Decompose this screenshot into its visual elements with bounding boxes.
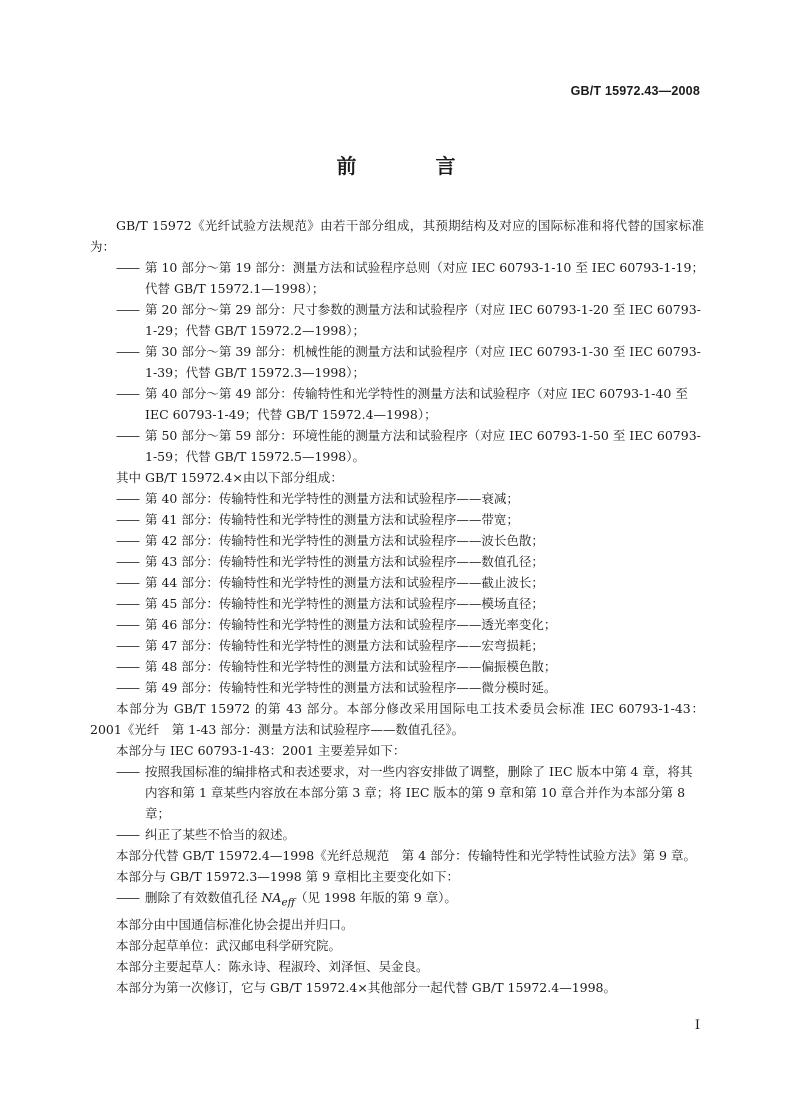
list-item: —— 第 49 部分：传输特性和光学特性的测量方法和试验程序——微分模时延。 bbox=[90, 677, 704, 698]
list-item: —— 第 41 部分：传输特性和光学特性的测量方法和试验程序——带宽； bbox=[90, 509, 704, 530]
differences-intro: 本部分与 IEC 60793-1-43：2001 主要差异如下： bbox=[116, 743, 406, 758]
adoption-paragraph: 本部分为 GB/T 15972 的第 43 部分。本部分修改采用国际电工技术委员会标准 IEC 60793-1-43：2001《光纤 第 1-43 部分：测量方法和试验程序——数值孔径》。 bbox=[90, 701, 704, 737]
replaces-paragraph: 本部分代替 GB/T 15972.4—1998《光纤总规范 第 4 部分：传输特性和光学特性试验方法》第 9 章。 bbox=[116, 848, 696, 863]
list-item: —— 第 47 部分：传输特性和光学特性的测量方法和试验程序——宏弯损耗； bbox=[90, 635, 704, 656]
list-item: —— 第 46 部分：传输特性和光学特性的测量方法和试验程序——透光率变化； bbox=[90, 614, 704, 635]
subparts-list bbox=[90, 488, 704, 698]
list-item: —— 第 40 部分：传输特性和光学特性的测量方法和试验程序——衰减； bbox=[90, 488, 704, 509]
dash-mark: —— bbox=[116, 827, 139, 842]
dash-mark: —— bbox=[116, 491, 139, 506]
list-item: —— 第 43 部分：传输特性和光学特性的测量方法和试验程序——数值孔径； bbox=[90, 551, 704, 572]
dash-mark: —— bbox=[116, 638, 139, 653]
dash-mark: —— bbox=[116, 260, 139, 275]
changes-intro: 本部分与 GB/T 15972.3—1998 第 9 章相比主要变化如下： bbox=[116, 869, 460, 884]
list-item: —— 纠正了某些不恰当的叙述。 bbox=[90, 824, 704, 845]
list-item: —— 第 10 部分～第 19 部分：测量方法和试验程序总则（对应 IEC 60793-1-10 至 IEC 60793-1-19；代替 GB/T 15972.1—1998）； bbox=[90, 257, 704, 299]
list-item: —— 第 42 部分：传输特性和光学特性的测量方法和试验程序——波长色散； bbox=[90, 530, 704, 551]
list-item: —— 第 50 部分～第 59 部分：环境性能的测量方法和试验程序（对应 IEC 60793-1-50 至 IEC 60793-1-59；代替 GB/T 15972.5—1998）。 bbox=[90, 425, 704, 467]
dash-mark: —— bbox=[116, 659, 139, 674]
drafters: 本部分主要起草人：陈永诗、程淑玲、刘泽恒、吴金良。 bbox=[116, 958, 429, 974]
dash-mark: —— bbox=[116, 428, 139, 443]
foreword-body bbox=[90, 215, 704, 998]
drafting-unit: 本部分起草单位：武汉邮电科学研究院。 bbox=[116, 937, 342, 953]
list-item: —— 第 45 部分：传输特性和光学特性的测量方法和试验程序——模场直径； bbox=[90, 593, 704, 614]
na-subscript: eff bbox=[281, 896, 295, 909]
differences-list bbox=[90, 761, 704, 845]
dash-mark: —— bbox=[116, 554, 139, 569]
intro-paragraph: GB/T 15972《光纤试验方法规范》由若干部分组成，其预期结构及对应的国际标准和将代替的国家标准为： bbox=[90, 218, 704, 254]
dash-mark: —— bbox=[116, 302, 139, 317]
proposed-by: 本部分由中国通信标准化协会提出并归口。 bbox=[116, 916, 354, 932]
document-code: GB/T 15972.43—2008 bbox=[570, 84, 700, 98]
list-item: —— 第 40 部分～第 49 部分：传输特性和光学特性的测量方法和试验程序（对应 IEC 60793-1-40 至 IEC 60793-1-49；代替 GB/T 15972.4—1998）； bbox=[90, 383, 704, 425]
list-item: —— 第 44 部分：传输特性和光学特性的测量方法和试验程序——截止波长； bbox=[90, 572, 704, 593]
dash-mark: —— bbox=[116, 890, 139, 905]
revision-note: 本部分为第一次修订，它与 GB/T 15972.4×其他部分一起代替 GB/T 15972.4—1998。 bbox=[116, 979, 617, 995]
dash-mark: —— bbox=[116, 575, 139, 590]
dash-mark: —— bbox=[116, 533, 139, 548]
dash-mark: —— bbox=[116, 596, 139, 611]
list-item: —— 第 30 部分～第 39 部分：机械性能的测量方法和试验程序（对应 IEC 60793-1-30 至 IEC 60793-1-39；代替 GB/T 15972.3—1998）； bbox=[90, 341, 704, 383]
structure-list bbox=[90, 257, 704, 467]
page-title: 前 言 bbox=[336, 154, 492, 178]
dash-mark: —— bbox=[116, 344, 139, 359]
page-number: I bbox=[694, 1018, 700, 1033]
list-item: —— 按照我国标准的编排格式和表述要求，对一些内容安排做了调整，删除了 IEC 版本中第 4 章，将其内容和第 1 章某些内容放在本部分第 3 章；将 IEC 版本的第 9 章和第 10 章合并作为本部分第 8 章； bbox=[90, 761, 704, 824]
dash-mark: —— bbox=[116, 680, 139, 695]
dash-mark: —— bbox=[116, 512, 139, 527]
subparts-intro: 其中 GB/T 15972.4×由以下部分组成： bbox=[116, 470, 343, 485]
list-item: —— 第 48 部分：传输特性和光学特性的测量方法和试验程序——偏振模色散； bbox=[90, 656, 704, 677]
na-symbol: NA bbox=[261, 890, 282, 905]
dash-mark: —— bbox=[116, 386, 139, 401]
list-item: —— 第 20 部分～第 29 部分：尺寸参数的测量方法和试验程序（对应 IEC 60793-1-20 至 IEC 60793-1-29；代替 GB/T 15972.2—1998）； bbox=[90, 299, 704, 341]
dash-mark: —— bbox=[116, 617, 139, 632]
dash-mark: —— bbox=[116, 764, 139, 779]
change-item: —— 删除了有效数值孔径 $NA_{eff}$（见 1998 年版的第 9 章）。 bbox=[90, 887, 704, 914]
